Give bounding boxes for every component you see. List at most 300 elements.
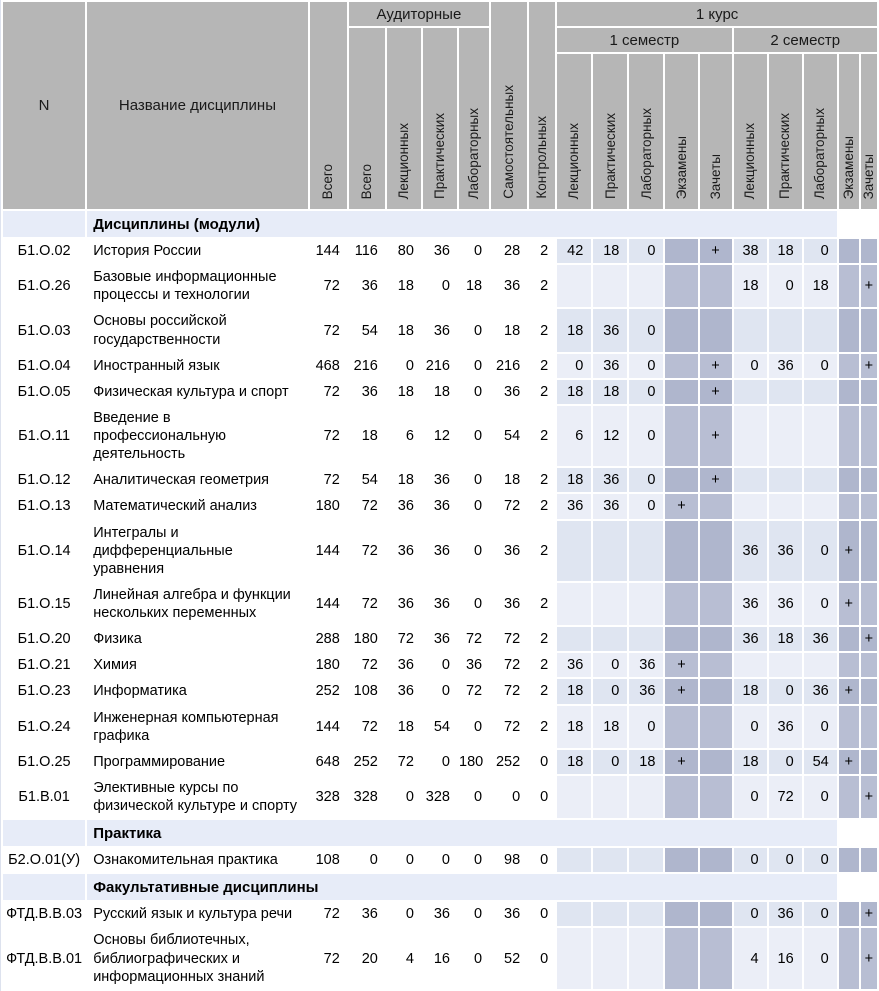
cell-control: 2 xyxy=(540,428,549,445)
col-header-independent-label: Самостоятельных xyxy=(501,85,517,199)
cell-practical: 12 xyxy=(433,428,450,445)
cell-s1-lectures: 6 xyxy=(557,406,591,466)
table-row xyxy=(3,406,877,466)
cell-s2-lectures: 0 xyxy=(734,776,767,818)
cell-s2-exams xyxy=(839,468,859,492)
cell-s1-laboratory xyxy=(629,583,663,625)
discipline-code: ФТД.В.В.03 xyxy=(6,906,83,923)
col-header-discipline-label: Название дисциплины xyxy=(118,97,276,114)
discipline-code: Б1.О.13 xyxy=(17,498,71,515)
cell-aud-total: 18 xyxy=(361,428,378,445)
cell-laboratory: 0 xyxy=(474,718,483,735)
cell-practical: 0 xyxy=(441,278,450,295)
cell-lectures: 18 xyxy=(397,718,414,735)
cell-s1-credits xyxy=(700,776,732,818)
cell-s2-credits: + xyxy=(861,627,877,651)
discipline-name: Русский язык и культура речи xyxy=(93,906,293,923)
cell-s1-lectures xyxy=(557,776,591,818)
cell-s2-credits xyxy=(861,309,877,351)
cell-s1-exams xyxy=(665,627,697,651)
cell-independent: 0 xyxy=(512,789,521,805)
cell-lectures: 36 xyxy=(397,542,414,559)
discipline-name: Инженерная компьютерная графика xyxy=(93,709,279,744)
table-row xyxy=(3,679,877,703)
cell-laboratory: 18 xyxy=(465,278,483,295)
cell-practical: 36 xyxy=(433,322,450,339)
cell-s1-credits xyxy=(700,750,732,774)
cell-s2-practical xyxy=(769,406,802,466)
col-header-s1-exams-label: Экзамены xyxy=(673,135,689,199)
cell-independent: 36 xyxy=(504,596,521,612)
cell-aud-total: 0 xyxy=(369,852,378,869)
cell-s1-laboratory: 0 xyxy=(629,406,663,466)
cell-practical: 36 xyxy=(433,498,450,515)
cell-total: 648 xyxy=(315,753,340,770)
cell-s2-exams xyxy=(839,354,859,378)
discipline-name: Химия xyxy=(93,657,137,674)
cell-laboratory: 0 xyxy=(474,906,483,923)
cell-s1-practical: 18 xyxy=(593,239,627,263)
cell-independent: 52 xyxy=(504,950,521,967)
col-header-s1-credits xyxy=(700,54,732,209)
col-header-s1-lectures-label: Лекционных xyxy=(566,122,582,199)
cell-s2-lectures: 36 xyxy=(734,521,767,581)
cell-s1-exams: + xyxy=(665,494,697,518)
section-title: Факультативные дисциплины xyxy=(87,874,837,900)
col-header-discipline xyxy=(87,2,308,209)
cell-s1-practical: 18 xyxy=(593,706,627,748)
cell-s1-practical xyxy=(593,928,627,988)
col-header-aud-practical-label: Практических xyxy=(432,113,448,199)
cell-aud-total: 54 xyxy=(361,322,378,339)
cell-independent: 36 xyxy=(504,542,521,559)
discipline-name: Программирование xyxy=(93,753,226,770)
cell-independent: 36 xyxy=(504,383,521,400)
col-header-aud-laboratory-label: Лабораторных xyxy=(466,107,482,199)
col-header-control-label: Контрольных xyxy=(534,116,550,199)
discipline-code: Б1.О.11 xyxy=(18,428,71,445)
cell-s1-credits xyxy=(700,706,732,748)
cell-s1-exams: + xyxy=(665,653,697,677)
discipline-code: Б1.О.12 xyxy=(17,472,71,489)
table-row xyxy=(3,627,877,651)
cell-s1-practical: 12 xyxy=(593,406,627,466)
cell-s1-laboratory: 0 xyxy=(629,309,663,351)
cell-s2-lectures: 36 xyxy=(734,627,767,651)
discipline-code: Б1.О.14 xyxy=(17,542,71,559)
cell-s2-practical xyxy=(769,468,802,492)
cell-s1-exams xyxy=(665,583,697,625)
cell-practical: 36 xyxy=(433,542,450,559)
cell-s2-exams: + xyxy=(839,679,859,703)
cell-s1-exams xyxy=(665,468,697,492)
cell-s1-laboratory xyxy=(629,902,663,926)
cell-lectures: 72 xyxy=(397,631,414,648)
group-header-auditory xyxy=(349,2,489,26)
cell-s2-lectures xyxy=(734,494,767,518)
cell-total: 72 xyxy=(323,950,340,967)
cell-independent: 72 xyxy=(504,657,521,674)
cell-s2-laboratory: 0 xyxy=(804,902,837,926)
cell-s1-laboratory xyxy=(629,265,663,307)
cell-total: 144 xyxy=(315,718,340,735)
col-header-number-label: N xyxy=(38,97,50,114)
cell-s1-exams: + xyxy=(665,750,697,774)
col-header-s2-exams xyxy=(839,54,859,209)
cell-control: 2 xyxy=(540,498,549,515)
cell-lectures: 0 xyxy=(405,906,414,923)
col-header-number xyxy=(3,2,85,209)
cell-total: 288 xyxy=(315,631,340,648)
discipline-code: Б1.О.23 xyxy=(17,683,71,700)
discipline-code: Б1.О.24 xyxy=(17,718,71,735)
cell-lectures: 36 xyxy=(397,498,414,515)
discipline-name: Основы библиотечных, библиографических и информационных знаний xyxy=(93,932,265,985)
cell-aud-total: 72 xyxy=(361,596,378,612)
cell-lectures: 72 xyxy=(397,753,414,770)
cell-s2-laboratory: 0 xyxy=(804,521,837,581)
cell-control: 2 xyxy=(540,718,549,735)
discipline-name: Информатика xyxy=(93,683,187,700)
cell-s2-lectures xyxy=(734,653,767,677)
cell-s1-lectures xyxy=(557,928,591,988)
cell-s1-credits xyxy=(700,494,732,518)
cell-s1-exams xyxy=(665,239,697,263)
cell-s1-credits xyxy=(700,902,732,926)
section-header-code-cell xyxy=(3,874,85,900)
cell-total: 72 xyxy=(323,278,340,295)
col-header-aud-lectures xyxy=(387,28,421,209)
discipline-code: Б1.О.05 xyxy=(17,383,71,400)
cell-practical: 16 xyxy=(433,950,450,967)
cell-s2-laboratory: 0 xyxy=(804,776,837,818)
cell-s1-laboratory xyxy=(629,776,663,818)
cell-aud-total: 20 xyxy=(361,950,378,967)
cell-s2-practical: 36 xyxy=(769,354,802,378)
cell-lectures: 4 xyxy=(405,950,414,967)
cell-practical: 216 xyxy=(425,357,450,374)
cell-s2-laboratory: 0 xyxy=(804,354,837,378)
cell-s1-lectures xyxy=(557,902,591,926)
cell-s1-lectures: 36 xyxy=(557,494,591,518)
discipline-code: Б1.О.15 xyxy=(17,596,71,612)
cell-s1-lectures: 18 xyxy=(557,309,591,351)
cell-laboratory: 0 xyxy=(474,472,483,489)
col-header-s2-credits-label: Зачеты xyxy=(861,153,877,199)
cell-independent: 18 xyxy=(504,322,521,339)
cell-s2-laboratory xyxy=(804,380,837,404)
cell-laboratory: 0 xyxy=(474,789,483,805)
cell-practical: 36 xyxy=(433,596,450,612)
cell-s2-practical: 0 xyxy=(769,265,802,307)
cell-control: 0 xyxy=(540,852,549,869)
cell-total: 72 xyxy=(323,383,340,400)
cell-s1-credits: + xyxy=(700,354,732,378)
discipline-code: Б1.О.04 xyxy=(17,357,71,374)
cell-laboratory: 0 xyxy=(474,542,483,559)
cell-practical: 0 xyxy=(441,852,450,869)
table-row xyxy=(3,583,877,625)
cell-s2-credits xyxy=(861,679,877,703)
table-row xyxy=(3,750,877,774)
cell-s2-laboratory: 0 xyxy=(804,583,837,625)
cell-s2-laboratory xyxy=(804,653,837,677)
cell-independent: 28 xyxy=(504,243,521,260)
cell-s2-credits xyxy=(861,380,877,404)
cell-total: 252 xyxy=(315,683,340,700)
cell-aud-total: 36 xyxy=(361,906,378,923)
cell-s2-practical: 36 xyxy=(769,583,802,625)
cell-s1-exams xyxy=(665,380,697,404)
cell-s2-exams xyxy=(839,380,859,404)
cell-s2-exams xyxy=(839,848,859,872)
table-row xyxy=(3,380,877,404)
cell-lectures: 80 xyxy=(397,243,414,260)
cell-s2-exams: + xyxy=(839,750,859,774)
section-header-row xyxy=(3,820,877,846)
col-header-s1-practical-label: Практических xyxy=(602,113,618,199)
cell-aud-total: 72 xyxy=(361,498,378,515)
cell-s2-credits xyxy=(861,750,877,774)
cell-s2-exams xyxy=(839,653,859,677)
col-header-independent xyxy=(491,2,527,209)
cell-aud-total: 108 xyxy=(353,683,378,700)
cell-s2-lectures: 36 xyxy=(734,583,767,625)
section-header-row xyxy=(3,211,877,237)
cell-s1-exams xyxy=(665,521,697,581)
cell-s2-exams: + xyxy=(839,583,859,625)
cell-aud-total: 116 xyxy=(354,243,378,260)
discipline-name: Математический анализ xyxy=(93,498,257,515)
col-header-s2-laboratory-label: Лабораторных xyxy=(812,107,828,199)
cell-s2-credits: + xyxy=(861,902,877,926)
table-row xyxy=(3,706,877,748)
cell-control: 0 xyxy=(540,950,549,967)
cell-s1-laboratory xyxy=(629,848,663,872)
cell-s2-laboratory: 0 xyxy=(804,928,837,988)
cell-s2-laboratory xyxy=(804,468,837,492)
cell-s2-lectures xyxy=(734,468,767,492)
cell-s2-lectures xyxy=(734,406,767,466)
cell-s2-practical: 18 xyxy=(769,627,802,651)
cell-s1-credits xyxy=(700,583,732,625)
col-header-s2-practical xyxy=(769,54,802,209)
cell-lectures: 0 xyxy=(405,357,414,374)
cell-s1-practical xyxy=(593,521,627,581)
cell-control: 0 xyxy=(540,753,549,770)
cell-control: 2 xyxy=(540,596,549,612)
cell-s2-practical: 0 xyxy=(769,750,802,774)
col-header-aud-total-label: Всего xyxy=(359,163,375,199)
cell-s2-practical: 16 xyxy=(769,928,802,988)
cell-s1-exams xyxy=(665,776,697,818)
cell-s2-credits xyxy=(861,494,877,518)
cell-s1-laboratory: 0 xyxy=(629,468,663,492)
discipline-name: Введение в профессиональную деятельность xyxy=(93,409,227,463)
cell-laboratory: 0 xyxy=(474,852,483,869)
cell-total: 180 xyxy=(315,498,340,515)
group-header-semester1 xyxy=(557,28,731,52)
cell-control: 2 xyxy=(540,278,549,295)
cell-laboratory: 0 xyxy=(474,498,483,515)
cell-s2-practical xyxy=(769,309,802,351)
table-row xyxy=(3,354,877,378)
cell-s1-laboratory: 0 xyxy=(629,380,663,404)
col-header-s1-credits-label: Зачеты xyxy=(707,153,723,199)
col-header-s1-exams xyxy=(665,54,697,209)
cell-s2-exams xyxy=(839,627,859,651)
cell-s1-exams xyxy=(665,309,697,351)
cell-s1-lectures xyxy=(557,521,591,581)
cell-s1-credits xyxy=(700,627,732,651)
cell-s1-laboratory: 18 xyxy=(629,750,663,774)
cell-s1-credits: + xyxy=(700,468,732,492)
cell-s2-credits: + xyxy=(861,928,877,988)
cell-s2-practical xyxy=(769,653,802,677)
cell-s2-laboratory: 0 xyxy=(804,239,837,263)
cell-practical: 36 xyxy=(433,631,450,648)
cell-s2-lectures: 4 xyxy=(734,928,767,988)
table-row xyxy=(3,776,877,818)
section-title: Практика xyxy=(87,820,837,846)
cell-control: 0 xyxy=(540,789,549,805)
table-row xyxy=(3,902,877,926)
cell-s1-exams xyxy=(665,406,697,466)
cell-aud-total: 54 xyxy=(361,472,378,489)
cell-s2-practical: 36 xyxy=(769,902,802,926)
cell-s2-practical: 0 xyxy=(769,848,802,872)
cell-aud-total: 252 xyxy=(353,753,378,770)
section-header-code-cell xyxy=(3,820,85,846)
discipline-name: Иностранный язык xyxy=(93,357,220,374)
discipline-code: Б1.О.25 xyxy=(17,753,71,770)
cell-practical: 54 xyxy=(433,718,450,735)
cell-total: 468 xyxy=(315,357,340,374)
group-header-semester2-label: 2 семестр xyxy=(770,31,841,49)
cell-s1-practical: 36 xyxy=(593,468,627,492)
cell-aud-total: 72 xyxy=(361,718,378,735)
cell-independent: 36 xyxy=(504,278,521,295)
cell-s2-credits xyxy=(861,848,877,872)
cell-s1-lectures: 42 xyxy=(557,239,591,263)
cell-s2-lectures: 18 xyxy=(734,265,767,307)
cell-s1-laboratory: 0 xyxy=(629,354,663,378)
col-header-aud-laboratory xyxy=(459,28,489,209)
cell-aud-total: 216 xyxy=(353,357,378,374)
cell-s1-credits: + xyxy=(700,406,732,466)
cell-s2-credits xyxy=(861,653,877,677)
cell-laboratory: 0 xyxy=(474,383,483,400)
col-header-aud-practical xyxy=(423,28,457,209)
cell-s1-exams xyxy=(665,902,697,926)
cell-s1-practical: 0 xyxy=(593,653,627,677)
discipline-code: Б1.О.02 xyxy=(17,243,71,260)
table-row xyxy=(3,309,877,351)
cell-total: 108 xyxy=(315,852,340,869)
cell-laboratory: 180 xyxy=(459,753,484,770)
group-header-semester1-label: 1 семестр xyxy=(609,31,680,49)
cell-s2-lectures: 38 xyxy=(734,239,767,263)
section-header-code-cell xyxy=(3,211,85,237)
discipline-name: Ознакомительная практика xyxy=(93,852,278,869)
discipline-name: Базовые информационные процессы и технологии xyxy=(93,269,277,304)
cell-s2-credits: + xyxy=(861,354,877,378)
cell-s1-credits: + xyxy=(700,380,732,404)
cell-s1-laboratory: 0 xyxy=(629,239,663,263)
table-header xyxy=(3,2,877,209)
col-header-s2-lectures-label: Лекционных xyxy=(742,122,758,199)
cell-laboratory: 0 xyxy=(474,357,483,374)
cell-total: 144 xyxy=(315,596,340,612)
cell-aud-total: 36 xyxy=(361,383,378,400)
cell-s1-exams xyxy=(665,928,697,988)
col-header-total xyxy=(310,2,347,209)
cell-laboratory: 0 xyxy=(474,428,483,445)
col-header-s1-laboratory-label: Лабораторных xyxy=(638,107,654,199)
discipline-name: Элективные курсы по физической культуре и спорту xyxy=(93,779,297,814)
section-title: Дисциплины (модули) xyxy=(87,211,837,237)
cell-s2-credits: + xyxy=(861,265,877,307)
discipline-name: Интегралы и дифференциальные уравнения xyxy=(93,524,233,577)
discipline-code: Б1.О.20 xyxy=(17,631,71,648)
cell-total: 144 xyxy=(315,243,340,260)
cell-laboratory: 0 xyxy=(474,243,483,260)
cell-practical: 18 xyxy=(433,383,450,400)
cell-s2-credits xyxy=(861,406,877,466)
cell-s1-practical xyxy=(593,627,627,651)
cell-s2-lectures: 18 xyxy=(734,679,767,703)
col-header-s2-credits xyxy=(861,54,877,209)
cell-s2-laboratory xyxy=(804,309,837,351)
cell-control: 2 xyxy=(540,472,549,489)
cell-lectures: 0 xyxy=(405,789,414,805)
cell-independent: 72 xyxy=(504,718,521,735)
cell-independent: 216 xyxy=(495,357,521,374)
table-row xyxy=(3,928,877,988)
cell-control: 0 xyxy=(540,906,549,923)
discipline-name: Физика xyxy=(93,631,142,648)
table-row xyxy=(3,521,877,581)
discipline-code: Б1.О.03 xyxy=(17,322,71,339)
cell-independent: 18 xyxy=(504,472,521,489)
cell-s1-practical: 36 xyxy=(593,354,627,378)
cell-control: 2 xyxy=(540,542,549,559)
col-header-aud-total xyxy=(349,28,385,209)
cell-s1-practical: 0 xyxy=(593,750,627,774)
cell-s2-laboratory xyxy=(804,494,837,518)
cell-independent: 72 xyxy=(504,631,521,648)
cell-total: 72 xyxy=(323,322,340,339)
cell-practical: 0 xyxy=(441,683,450,700)
cell-total: 328 xyxy=(315,789,340,805)
cell-s1-laboratory: 0 xyxy=(629,706,663,748)
cell-laboratory: 72 xyxy=(465,683,483,700)
discipline-name: Линейная алгебра и функции нескольких переменных xyxy=(93,586,291,621)
col-header-aud-lectures-label: Лекционных xyxy=(396,122,412,199)
cell-aud-total: 180 xyxy=(353,631,378,648)
discipline-code: Б1.В.01 xyxy=(18,789,70,805)
cell-s2-exams xyxy=(839,309,859,351)
cell-s2-exams xyxy=(839,494,859,518)
cell-s2-exams xyxy=(839,406,859,466)
cell-s1-practical: 36 xyxy=(593,494,627,518)
cell-laboratory: 36 xyxy=(465,657,483,674)
group-header-course1-label: 1 курс xyxy=(695,5,739,23)
cell-s2-laboratory: 54 xyxy=(804,750,837,774)
table-row xyxy=(3,848,877,872)
cell-practical: 36 xyxy=(433,243,450,260)
cell-s2-practical: 36 xyxy=(769,521,802,581)
